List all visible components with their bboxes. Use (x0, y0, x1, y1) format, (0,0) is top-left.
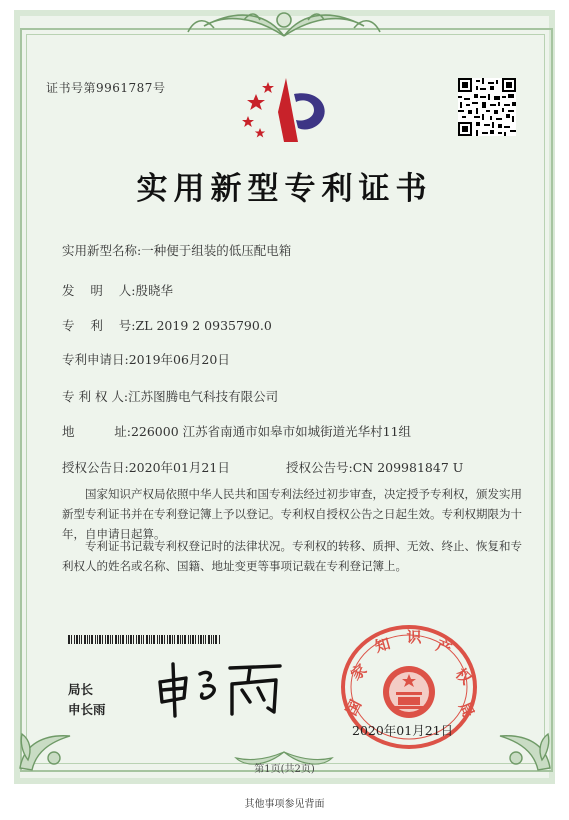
barcode-bar (211, 635, 212, 644)
patentee-label: 专 利 权 人: (62, 389, 129, 404)
grant-statement-paragraph: 国家知识产权局依照中华人民共和国专利法经过初步审查，决定授予专利权，颁发实用新型专利证书并在专利登记簿上予以登记。专利权自授权公告之日起生效。专利权期限为十年，自申请日起算。 (62, 487, 522, 541)
barcode-bar (161, 635, 163, 644)
seal-date: 2020年01月21日 (352, 723, 454, 738)
barcode-bar (198, 635, 199, 644)
cnipa-logo (238, 72, 330, 150)
barcode-bar (174, 635, 175, 644)
svg-text:国: 国 (342, 696, 366, 719)
barcode-bar (81, 635, 82, 644)
inventor-row (62, 281, 173, 299)
barcode-bar (102, 635, 103, 644)
svg-text:局: 局 (455, 699, 478, 721)
utility-model-name-label: 实用新型名称: (62, 243, 142, 258)
patent-number-label: 专 利 号: (62, 318, 136, 333)
barcode-bar (184, 635, 186, 644)
svg-text:产: 产 (433, 636, 455, 659)
grant-announce-number-value: CN 209981847 U (352, 460, 464, 475)
barcode-bar (97, 635, 98, 644)
grant-announce-number-row (286, 458, 463, 476)
barcode-bar (84, 635, 86, 644)
address-value: 226000 江苏省南通市如皋市如城街道光华村11组 (130, 424, 412, 439)
barcode-bar (203, 635, 204, 644)
footer-note: 其他事项参见背面 (244, 799, 325, 810)
patent-number-row (62, 316, 272, 334)
barcode-bar (213, 635, 214, 644)
barcode-bar (151, 635, 152, 644)
grant-announce-date-value: 2020年01月21日 (128, 460, 230, 475)
patentee-value: 江苏图腾电气科技有限公司 (128, 389, 279, 404)
director-name: 申长雨 (68, 702, 106, 717)
utility-model-name-value: 一种便于组装的低压配电箱 (141, 243, 292, 258)
barcode-bar (182, 635, 183, 644)
barcode-bar (68, 635, 70, 644)
barcode-bar (195, 635, 196, 644)
grant-announce-date-row (62, 458, 230, 476)
barcode-bar (79, 635, 80, 644)
barcode-bar (169, 635, 171, 644)
barcode-bar (128, 635, 129, 644)
barcode (68, 635, 220, 644)
barcode-bar (164, 635, 165, 644)
filing-date-row (62, 350, 230, 368)
barcode-bar (143, 635, 144, 644)
svg-text:识: 识 (406, 628, 422, 646)
top-floral-ornament (184, 6, 384, 40)
qr-code (458, 78, 516, 136)
filing-date-label: 专利申请日: (62, 352, 129, 367)
barcode-bar (172, 635, 173, 644)
svg-text:权: 权 (451, 664, 476, 689)
barcode-bar (133, 635, 134, 644)
barcode-bar (215, 635, 217, 644)
page-indicator: 第1页(共2页) (254, 764, 315, 775)
director-title: 局长 (68, 682, 94, 697)
barcode-bar (141, 635, 142, 644)
barcode-bar (208, 635, 210, 644)
barcode-bar (200, 635, 202, 644)
utility-model-name-row (62, 241, 291, 259)
patentee-row (62, 387, 278, 405)
filing-date-value: 2019年06月20日 (128, 352, 230, 367)
address-label: 地 址: (62, 424, 131, 439)
barcode-bar (149, 635, 150, 644)
barcode-bar (115, 635, 117, 644)
grant-announce-date-label: 授权公告日: (62, 460, 129, 475)
barcode-bar (89, 635, 90, 644)
grant-announce-number-label: 授权公告号: (286, 460, 353, 475)
barcode-bar (190, 635, 191, 644)
inventor-value: 殷晓华 (135, 283, 174, 298)
barcode-bar (120, 635, 121, 644)
director-signature (152, 656, 292, 720)
barcode-bar (130, 635, 132, 644)
svg-text:家: 家 (347, 660, 371, 684)
barcode-bar (110, 635, 111, 644)
certificate-title: 实用新型专利证书 (136, 171, 433, 207)
barcode-bar (153, 635, 155, 644)
barcode-bar (122, 635, 124, 644)
barcode-bar (99, 635, 101, 644)
barcode-bar (146, 635, 148, 644)
barcode-bar (126, 635, 127, 644)
barcode-bar (188, 635, 189, 644)
inventor-label: 发 明 人: (62, 283, 136, 298)
barcode-bar (87, 635, 88, 644)
barcode-bar (105, 635, 106, 644)
barcode-bar (167, 635, 168, 644)
barcode-bar (112, 635, 113, 644)
barcode-bar (71, 635, 72, 644)
barcode-bar (192, 635, 194, 644)
svg-text:知: 知 (372, 634, 393, 656)
barcode-bar (118, 635, 119, 644)
legal-status-paragraph: 专利证书记载专利权登记时的法律状况。专利权的转移、质押、无效、终止、恢复和专利权人的姓名或名称、国籍、地址变更等事项记载在专利登记簿上。 (62, 539, 522, 573)
address-row (62, 422, 411, 440)
barcode-bar (76, 635, 78, 644)
barcode-bar (177, 635, 179, 644)
barcode-bar (157, 635, 158, 644)
barcode-bar (180, 635, 181, 644)
barcode-bar (205, 635, 206, 644)
barcode-bar (107, 635, 109, 644)
barcode-bar (74, 635, 75, 644)
patent-number-value: ZL 2019 2 0935790.0 (135, 318, 272, 333)
barcode-bar (138, 635, 140, 644)
certificate-number: 证书号第9961787号 (46, 81, 166, 95)
barcode-bar (136, 635, 137, 644)
barcode-bar (91, 635, 93, 644)
barcode-bar (219, 635, 220, 644)
barcode-bar (95, 635, 96, 644)
barcode-bar (159, 635, 160, 644)
